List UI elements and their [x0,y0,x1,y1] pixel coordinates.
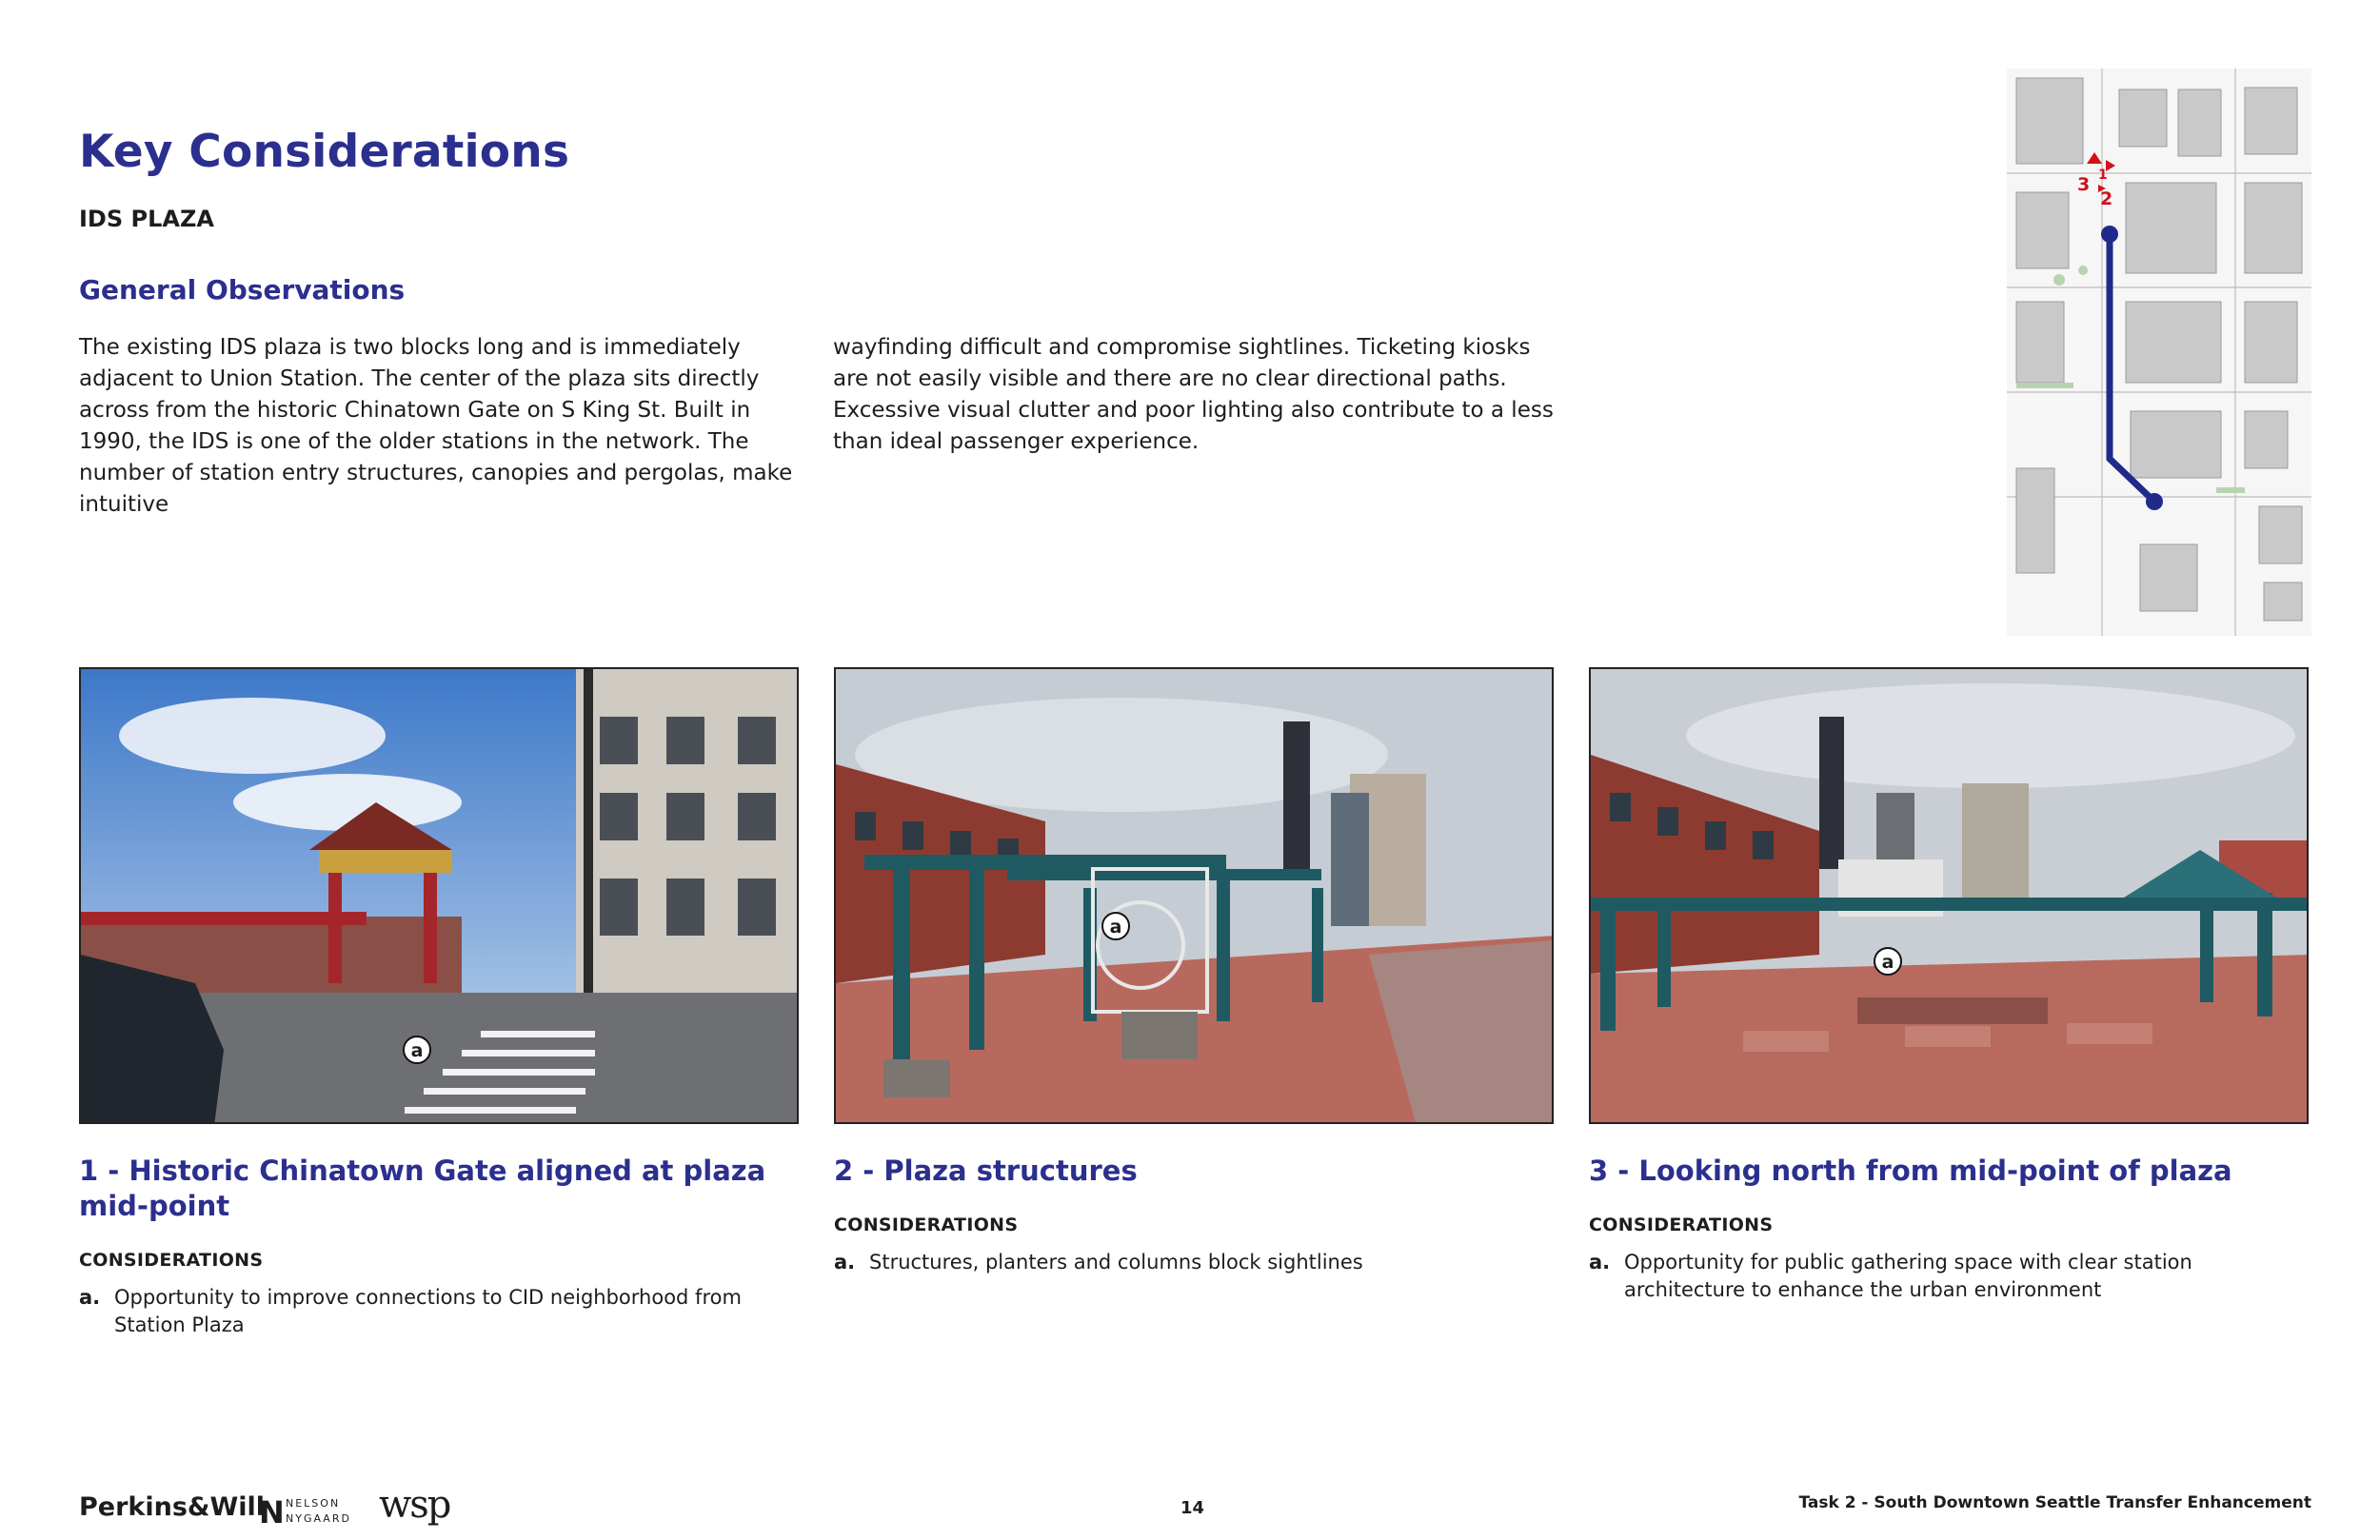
photo-plaza-structures [834,667,1554,1124]
caption-1-item-a [79,1284,745,1339]
document-title: Task 2 - South Downtown Seattle Transfer Enhancement [1798,1493,2311,1512]
item-text: Structures, planters and columns block sightlines [869,1251,1363,1273]
map-label-3: 3 [2077,174,2091,195]
observations-column-2: wayfinding difficult and compromise sightlines. Ticketing kiosks are not easily visible and there are no clear directional paths. Excessive visual clutter and poor lighting also contribute to a less than ideal passenger experience. [833,335,1554,454]
item-letter: a. [79,1286,101,1309]
nelson-nygaard-logo: N NELSON NYGAARD [259,1494,351,1530]
caption-2-title: 2 - Plaza structures [834,1155,1138,1187]
page-title: Key Considerations [79,126,570,178]
page-subtitle: IDS PLAZA [79,206,214,232]
map-label-2: 2 [2100,188,2113,209]
section-heading: General Observations [79,274,406,306]
caption-2-item-a [834,1249,1500,1276]
wsp-logo: wsp [379,1483,450,1527]
item-text: Opportunity for public gathering space with clear station architecture to enhance the urban environment [1624,1251,2192,1301]
page-number: 14 [1180,1498,1205,1518]
item-letter: a. [1589,1251,1611,1273]
caption-1-title: 1 - Historic Chinatown Gate aligned at plaza mid-point [79,1155,766,1222]
map-label-1: 1 [2098,168,2108,183]
photo-2-marker: a [1101,912,1130,940]
photo-looking-north [1589,667,2309,1124]
photo-chinatown-gate [79,667,799,1124]
perkins-will-logo: Perkins&Will [79,1492,266,1522]
photo-3-marker: a [1874,947,1902,976]
caption-1-considerations-label: CONSIDERATIONS [79,1250,264,1271]
observations-column-1: The existing IDS plaza is two blocks long and is immediately adjacent to Union Station. The center of the plaza sits directly across from the historic Chinatown Gate on S King St. Built in 1990, the IDS is one of the older stations in the network. The number of station entry structures, canopies and pergolas, make intuitive [79,335,793,517]
caption-2-considerations-label: CONSIDERATIONS [834,1214,1019,1235]
caption-3-title: 3 - Looking north from mid-point of plaza [1589,1155,2232,1187]
photo-1-marker: a [403,1036,431,1064]
caption-3-considerations-label: CONSIDERATIONS [1589,1214,1774,1235]
site-map [2007,69,2311,636]
caption-3-item-a [1589,1249,2255,1304]
item-letter: a. [834,1251,856,1273]
item-text: Opportunity to improve connections to CID neighborhood from Station Plaza [114,1286,742,1336]
